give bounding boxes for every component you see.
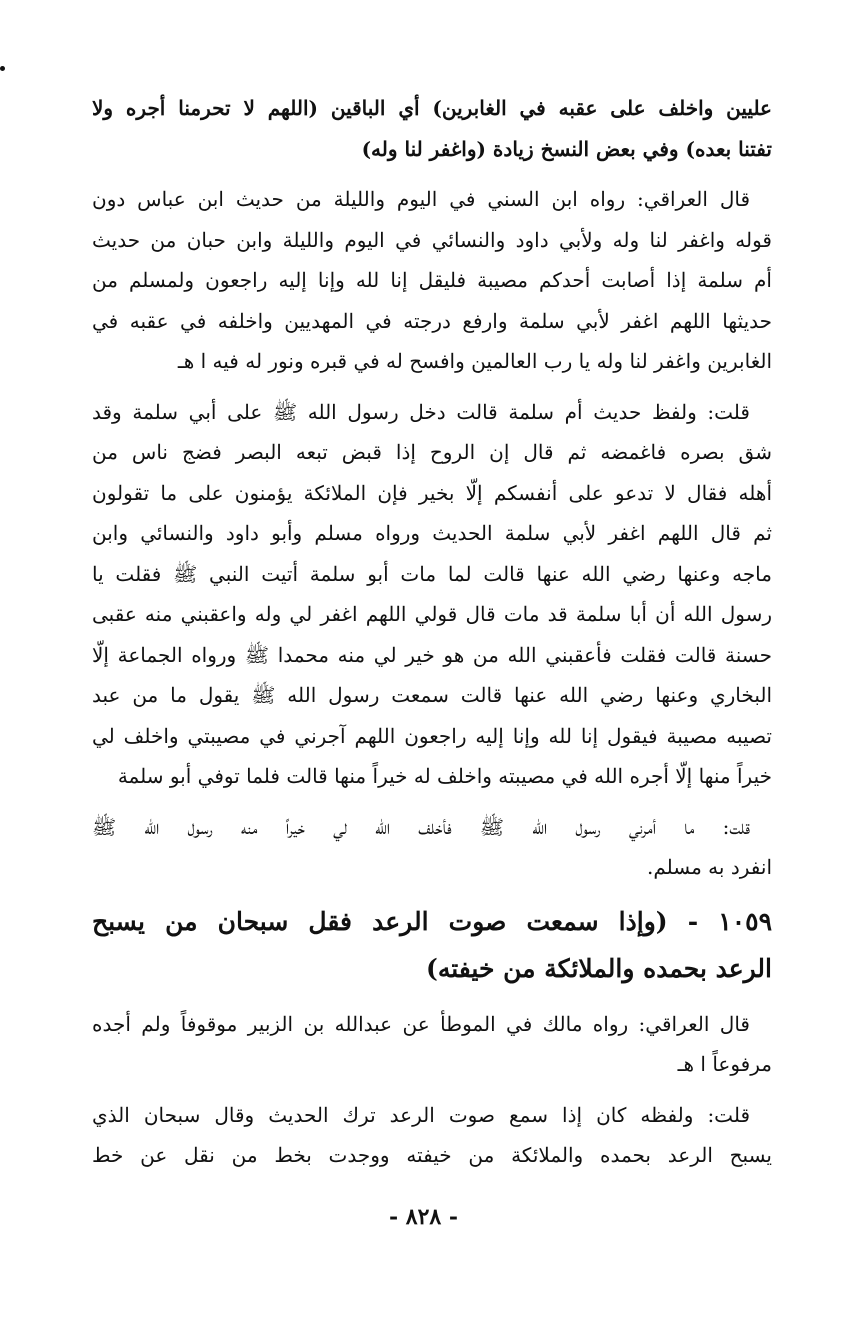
heading-line: ١٠٥٩ - (وإذا سمعت صوت الرعد فقل سبحان من يسبح	[92, 906, 772, 936]
text-line: حسنة قالت فقلت فأعقبني الله من هو خير لي منه محمدا ﷺ ورواه الجماعة إلّا	[92, 642, 772, 667]
paragraph-iraqi-1	[92, 179, 772, 382]
paragraph-qult-2	[92, 807, 772, 888]
text-line: قلت: ولفظه كان إذا سمع صوت الرعد ترك الحديث وقال سبحان الذي	[92, 1102, 751, 1127]
text-line: رسول الله أن أبا سلمة قد مات قال قولي اللهم اغفر لي وله واعقبني منه عقبى	[92, 602, 772, 626]
text-line: البخاري وعنها رضي الله عنها قالت سمعت رسول الله ﷺ يقول ما من عبد	[92, 683, 772, 707]
page-number: - ٨٢٨ -	[388, 1204, 459, 1230]
text-line: حديثها اللهم اغفر لأبي سلمة وارفع درجته في المهديين واخلفه في عقبه في	[92, 308, 772, 333]
text-line: قلت: ولفظ حديث أم سلمة قالت دخل رسول الله ﷺ على أبي سلمة وقد	[92, 399, 750, 424]
text-line: قلت: ما أمرني رسول الله ﷺ فأخلف الله لي خيراً منه رسول الله ﷺ	[92, 814, 750, 839]
text-line: قوله واغفر لنا وله ولأبي داود والنسائي في اليوم والليلة وابن حبان من حديث	[92, 227, 772, 252]
text-line: أهله فقال لا تدعو على أنفسكم إلّا بخير فإن الملائكة يؤمنون على ما تقولون	[92, 480, 772, 505]
text-line: ثم قال اللهم اغفر لأبي سلمة الحديث ورواه مسلم وأبو داود والنسائي وابن	[92, 521, 772, 545]
page-body	[92, 88, 772, 1186]
section-heading	[92, 898, 772, 992]
text-line: الغابرين واغفر لنا وله يا رب العالمين وافسح له في قبره ونور له فيه ا هـ	[177, 349, 772, 373]
text-line: تصيبه مصيبة فيقول إنا لله وإنا إليه راجعون اللهم آجرني في مصيبتي واخلف لي	[92, 723, 772, 748]
text-line: انفرد به مسلم.	[646, 855, 772, 879]
heading-line: الرعد بحمده والملائكة من خيفته)	[426, 953, 772, 983]
text-line: تفتنا بعده) وفي بعض النسخ زيادة (واغفر لنا وله)	[361, 136, 772, 161]
text-line: قال العراقي: رواه مالك في الموطأ عن عبدالله بن الزبير موقوفاً ولم أجده	[92, 1011, 750, 1036]
text-line: خيراً منها إلّا أجره الله في مصيبته واخلف له خيراً منها قالت فلما توفي أبو سلمة	[117, 764, 772, 788]
text-line: ماجه وعنها رضي الله عنها قالت لما مات أبو سلمة أتيت النبي ﷺ فقلت يا	[92, 561, 772, 586]
paragraph-1	[92, 88, 772, 169]
text-line: يسبح الرعد بحمده والملائكة من خيفته ووجدت بخط من نقل عن خط	[92, 1143, 772, 1167]
text-line: شق بصره فاغمضه ثم قال إن الروح إذا قبض تبعه البصر فضج ناس من	[92, 440, 772, 464]
margin-mark	[0, 66, 5, 71]
text-line: مرفوعاً ا هـ	[677, 1052, 772, 1076]
text-line: عليين واخلف على عقبه في الغابرين) أي الباقين (اللهم لا تحرمنا أجره ولا	[92, 96, 772, 120]
paragraph-iraqi-2	[92, 1004, 772, 1085]
paragraph-qult-1	[92, 392, 772, 797]
text-line: قال العراقي: رواه ابن السني في اليوم والليلة من حديث ابن عباس دون	[92, 187, 750, 211]
paragraph-qult-3	[92, 1095, 772, 1176]
text-line: أم سلمة إذا أصابت أحدكم مصيبة فليقل إنا لله وإنا إليه راجعون ولمسلم من	[92, 268, 772, 292]
